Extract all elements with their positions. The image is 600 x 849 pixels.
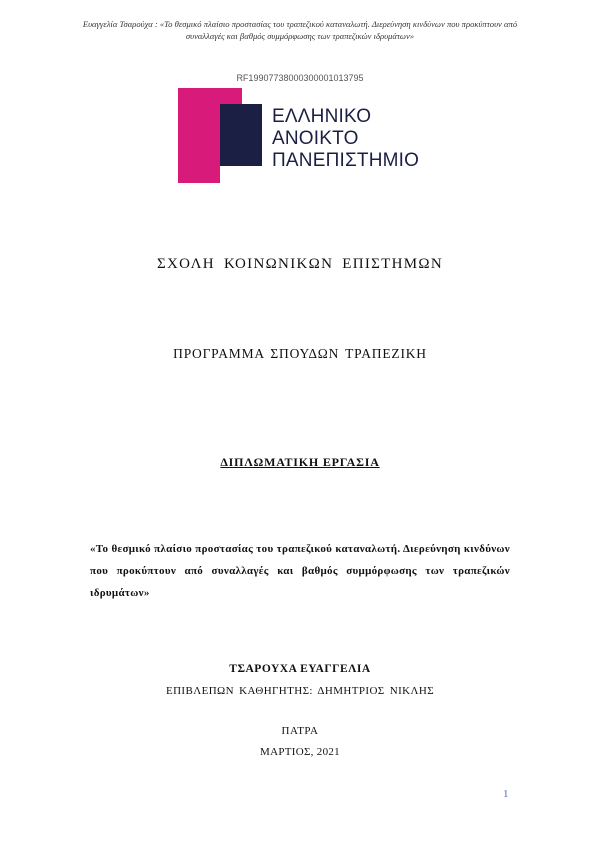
university-logo-mark-icon <box>178 88 262 183</box>
school-name: ΣΧΟΛΗ ΚΟΙΝΩΝΙΚΩΝ ΕΠΙΣΤΗΜΩΝ <box>157 256 443 272</box>
date: ΜΑΡΤΙΟΣ, 2021 <box>260 746 340 758</box>
thesis-title: «Το θεσμικό πλαίσιο προστασίας του τραπεζικού καταναλωτή. Διερεύνηση κινδύνων που προκύπτουν από συναλλαγές και βαθμός συμμόρφωσης των τραπεζικών ιδρυμάτων» <box>90 543 510 599</box>
supervisor: ΕΠΙΒΛΕΠΩΝ ΚΑΘΗΓΗΤΗΣ: ΔΗΜΗΤΡΙΟΣ ΝΙΚΛΗΣ <box>165 685 435 697</box>
thesis-label: ΔΙΠΛΩΜΑΤΙΚΗ ΕΡΓΑΣΙΑ <box>220 455 380 469</box>
program-name: ΠΡΟΓΡΑΜΜΑ ΣΠΟΥΔΩΝ ΤΡΑΠΕΖΙΚΗ <box>173 346 427 361</box>
city: ΠΑΤΡΑ <box>281 725 319 737</box>
page-number: 1 <box>503 788 509 800</box>
author-name: ΤΣΑΡΟΥΧΑ ΕΥΑΓΓΕΛΙΑ <box>229 663 371 675</box>
running-header: Ευαγγελία Τσαρούχα : «Το θεσμικό πλαίσιο προστασίας του τραπεζικού καταναλωτή. Διερεύνηση κινδύνων που προκύπτουν από συναλλαγές και βαθμός συμμόρφωσης των τραπεζικών ιδρυμάτων» <box>82 19 518 41</box>
university-name-line-1: ΕΛΛΗΝΙΚΟ <box>272 106 372 127</box>
university-name <box>272 106 419 172</box>
university-name-line-3: ΠΑΝΕΠΙΣΤΗΜΙΟ <box>272 150 420 171</box>
university-name-line-2: ΑΝΟΙΚΤΟ <box>272 128 359 149</box>
document-id: RF19907738000300001013795 <box>236 73 364 83</box>
university-logo <box>178 88 438 183</box>
